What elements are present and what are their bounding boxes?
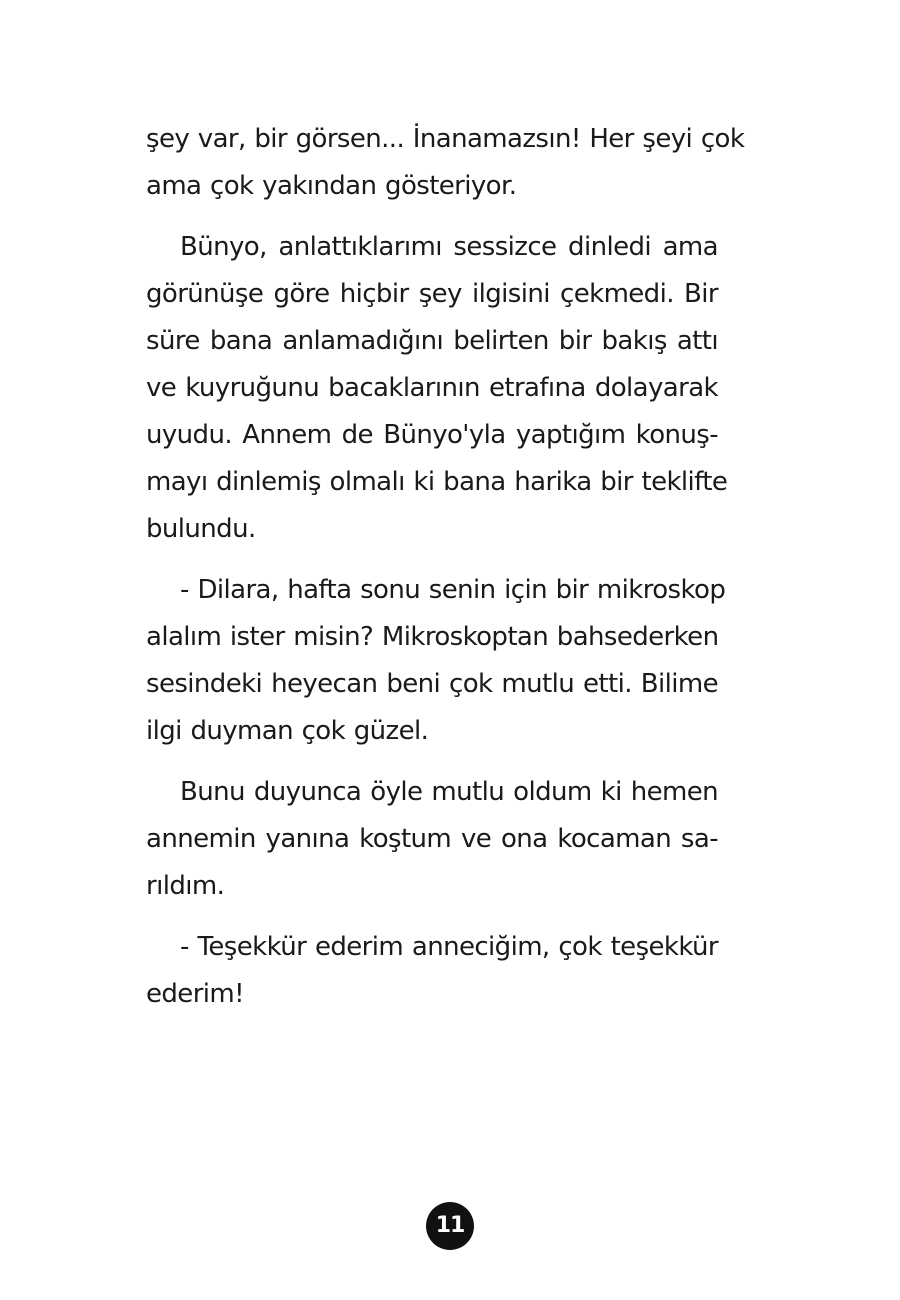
text-line: annemin yanına koştum ve ona kocaman sa- (146, 824, 718, 854)
text-line: ilgi duyman çok güzel. (146, 716, 429, 746)
text-line: şey var, bir görsen... İnanamazsın! Her şeyi çok (146, 124, 745, 154)
page-body-text (146, 116, 745, 1018)
text-line: ve kuyruğunu bacaklarının etrafına dolayarak (146, 373, 718, 403)
text-line: sesindeki heyecan beni çok mutlu etti. Bilime (146, 669, 718, 699)
text-line: rıldım. (146, 871, 225, 901)
paragraph-5 (146, 924, 718, 1018)
text-line: uyudu. Annem de Bünyo'yla yaptığım konuş- (146, 420, 718, 450)
text-line: bulundu. (146, 514, 256, 544)
paragraph-1 (146, 116, 745, 210)
text-line: Bünyo, anlattıklarımı sessizce dinledi ama (180, 232, 718, 262)
text-line: mayı dinlemiş olmalı ki bana harika bir teklifte (146, 467, 728, 497)
text-line: ederim! (146, 979, 244, 1009)
paragraph-2 (146, 224, 728, 553)
page-number-badge: 11 (426, 1202, 474, 1250)
paragraph-3 (146, 567, 726, 755)
text-line: - Dilara, hafta sonu senin için bir mikroskop (180, 575, 726, 605)
paragraph-4 (146, 769, 718, 910)
text-line: ama çok yakından gösteriyor. (146, 171, 517, 201)
text-line: - Teşekkür ederim anneciğim, çok teşekkür (180, 932, 718, 962)
text-line: alalım ister misin? Mikroskoptan bahsederken (146, 622, 719, 652)
text-line: görünüşe göre hiçbir şey ilgisini çekmedi. Bir (146, 279, 718, 309)
text-line: süre bana anlamadığını belirten bir bakış attı (146, 326, 718, 356)
text-line: Bunu duyunca öyle mutlu oldum ki hemen (180, 777, 718, 807)
